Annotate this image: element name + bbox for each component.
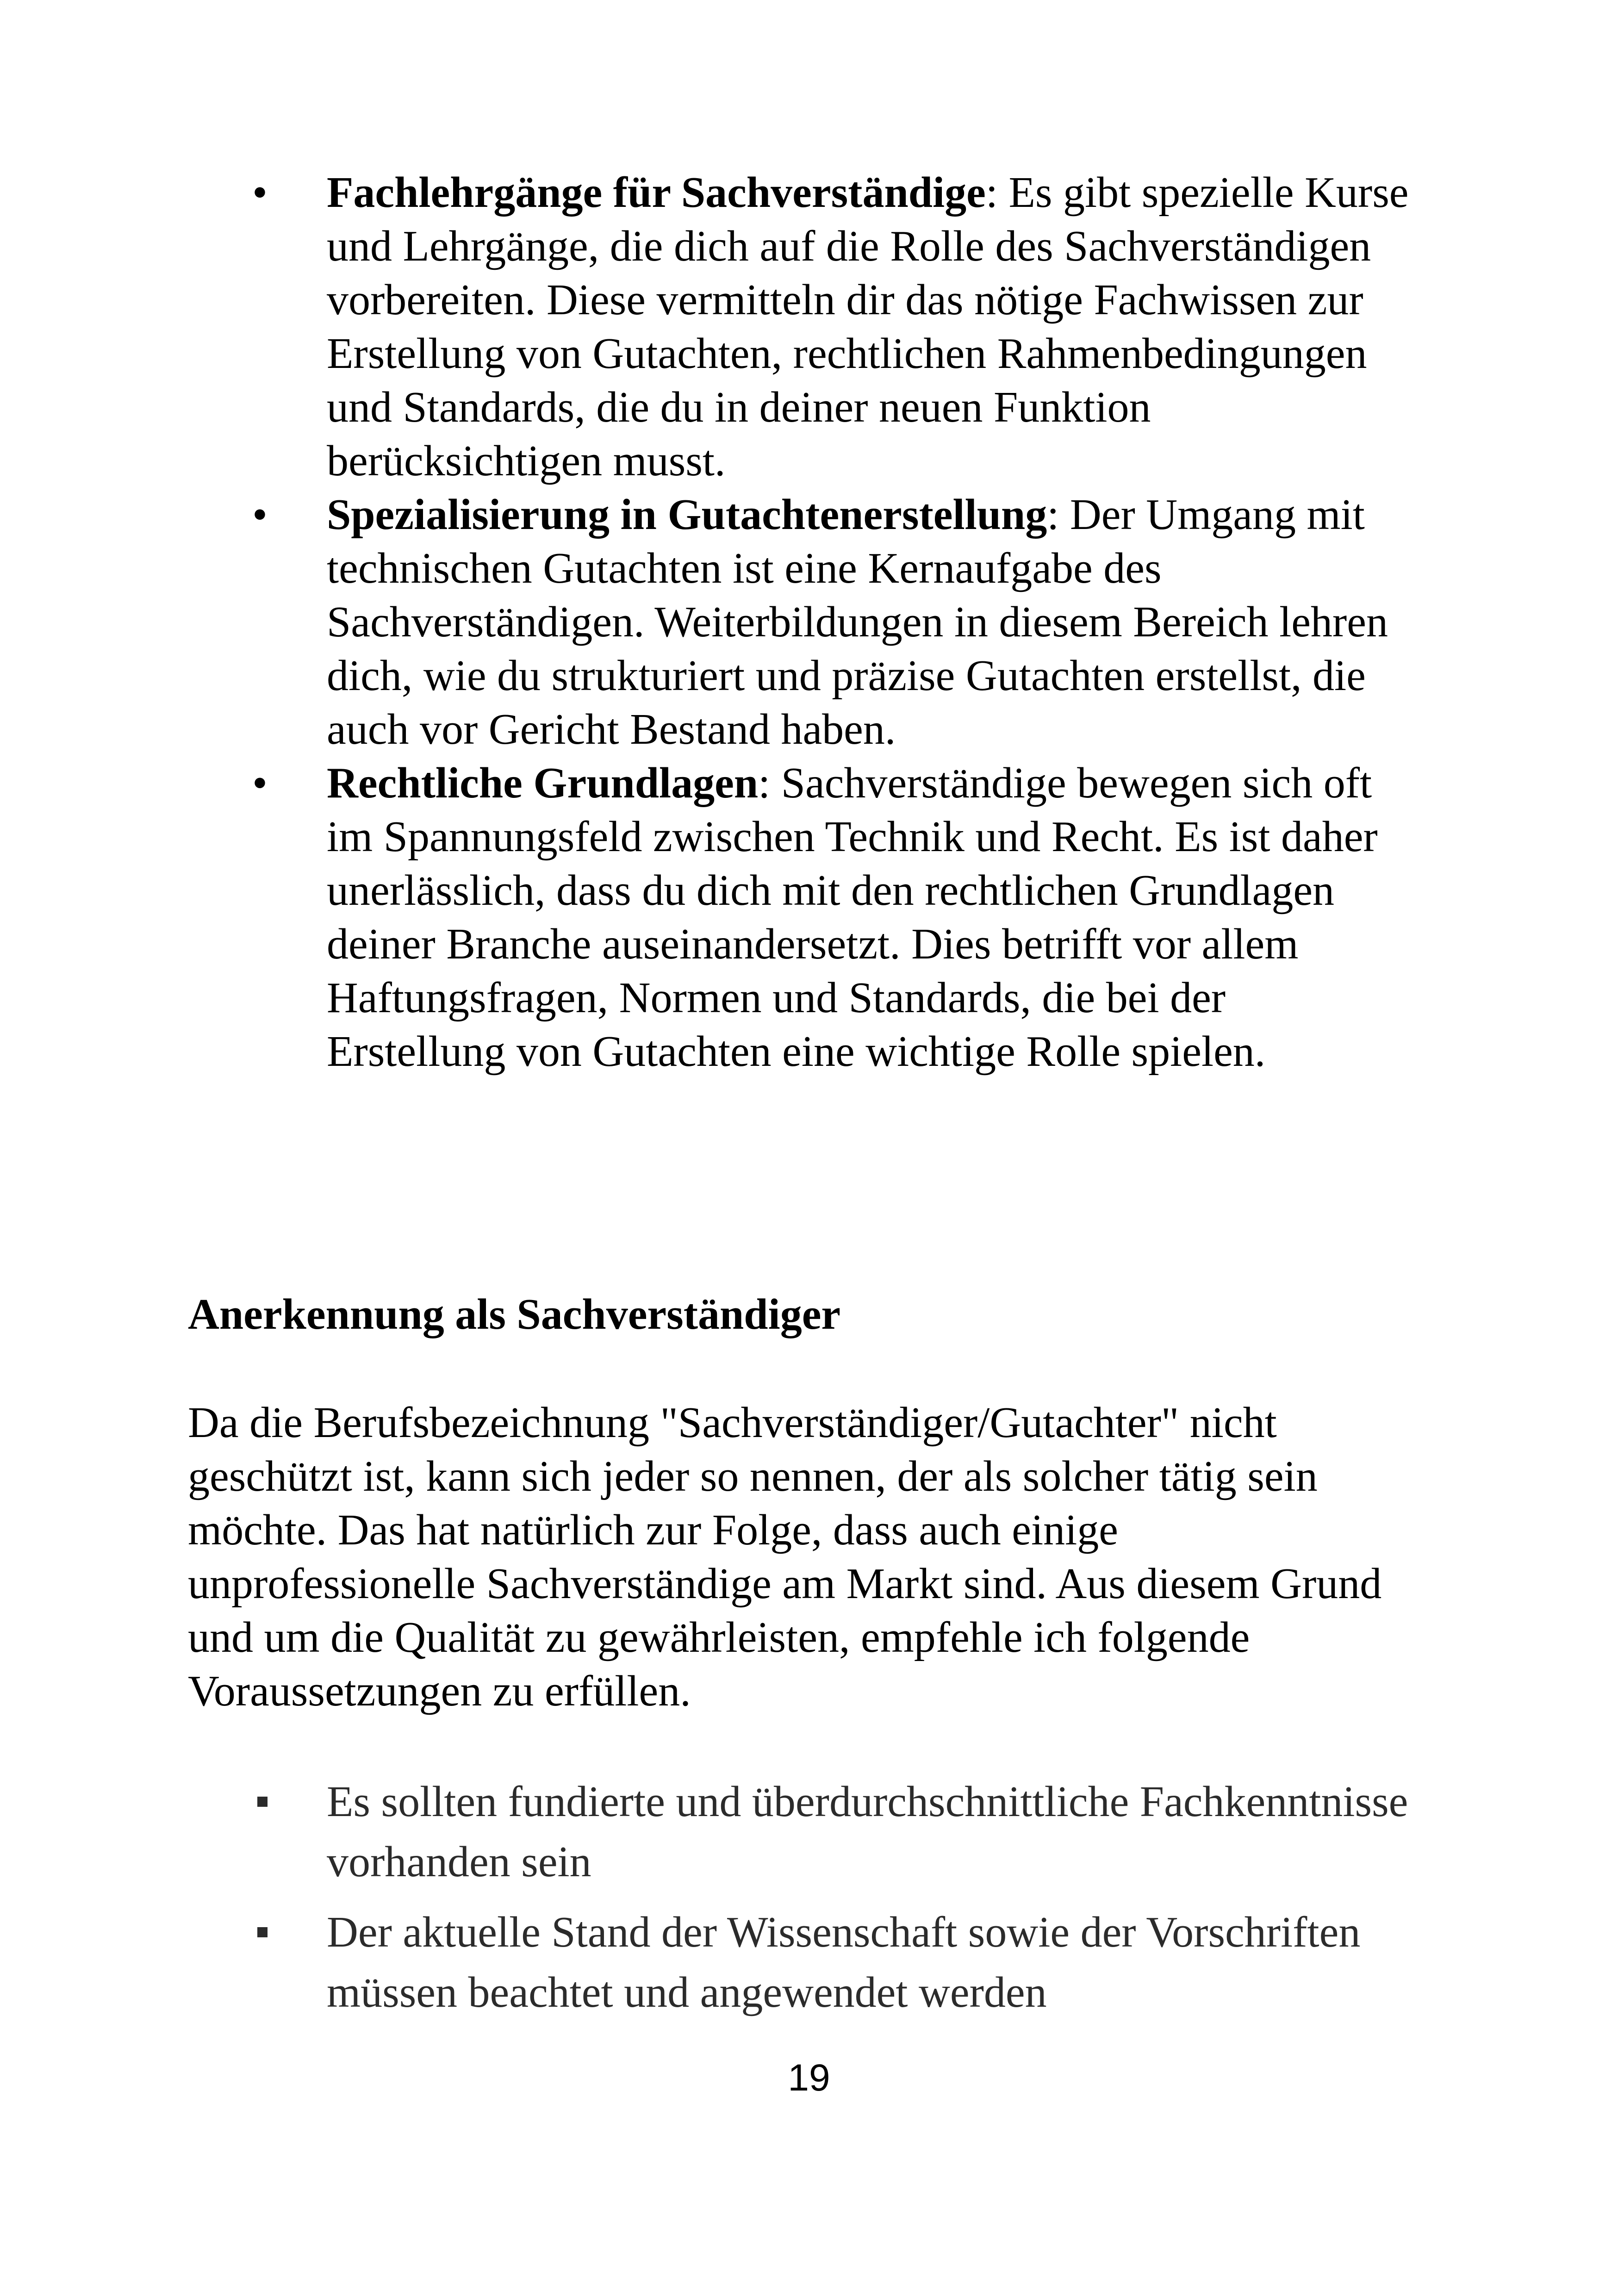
page-number: 19 [788, 2057, 830, 2099]
round-bullet-icon: • [252, 168, 268, 217]
list-item [0, 166, 1414, 488]
list-item [0, 1772, 1414, 1892]
bullet-term: Fachlehrgänge für Sachverständige [327, 168, 986, 217]
requirement-text: Der aktuelle Stand der Wissenschaft sowie der Vorschriften müssen beachtet und angewendet werden [327, 1908, 1361, 2016]
square-bullet-icon [257, 1797, 268, 1807]
bullet-text: : Es gibt spezielle Kurse und Lehrgänge, die dich auf die Rolle des Sachverständigen vorbereiten. Diese vermitteln dir das nötige Fachwissen zur Erstellung von Gutachten, rechtlichen Rahmenbedingungen und Standards, die du in deiner neuen Funktion berücksichtigen musst. [327, 168, 1409, 485]
list-item [0, 488, 1414, 756]
bullet-term: Rechtliche Grundlagen [327, 759, 759, 807]
bullet-term: Spezialisierung in Gutachtenerstellung [327, 491, 1047, 539]
square-bullet-icon [257, 1927, 268, 1937]
round-bullet-icon: • [252, 759, 268, 807]
round-bullet-icon: • [252, 491, 268, 539]
requirement-text: Es sollten fundierte und überdurchschnittliche Fachkenntnisse vorhanden sein [327, 1778, 1408, 1886]
list-item [0, 756, 1414, 1078]
section-paragraph: Da die Berufsbezeichnung "Sachverständiger/Gutachter" nicht geschützt ist, kann sich jeder so nennen, der als solcher tätig sein möchte. Das hat natürlich zur Folge, dass auch einige unprofessionelle Sachverständige am Markt sind. Aus diesem Grund und um die Qualität zu gewährleisten, empfehle ich folgende Voraussetzungen zu erfüllen. [188, 1399, 1382, 1715]
list-item [0, 1902, 1414, 2022]
requirements-list [0, 1772, 1618, 2033]
section-heading: Anerkennung als Sachverständiger [188, 1290, 841, 1338]
bullet-text: : Sachverständige bewegen sich oft im Spannungsfeld zwischen Technik und Recht. Es ist daher unerlässlich, dass du dich mit den rechtlichen Grundlagen deiner Branche auseinandersetzt. Dies betrifft vor allem Haftungsfragen, Normen und Standards, die bei der Erstellung von Gutachten eine wichtige Rolle spielen. [327, 759, 1378, 1076]
training-bullet-list [0, 166, 1618, 1078]
bullet-text: : Der Umgang mit technischen Gutachten ist eine Kernaufgabe des Sachverständigen. Weiterbildungen in diesem Bereich lehren dich, wie du strukturiert und präzise Gutachten erstellst, die auch vor Gericht Bestand haben. [327, 491, 1388, 753]
